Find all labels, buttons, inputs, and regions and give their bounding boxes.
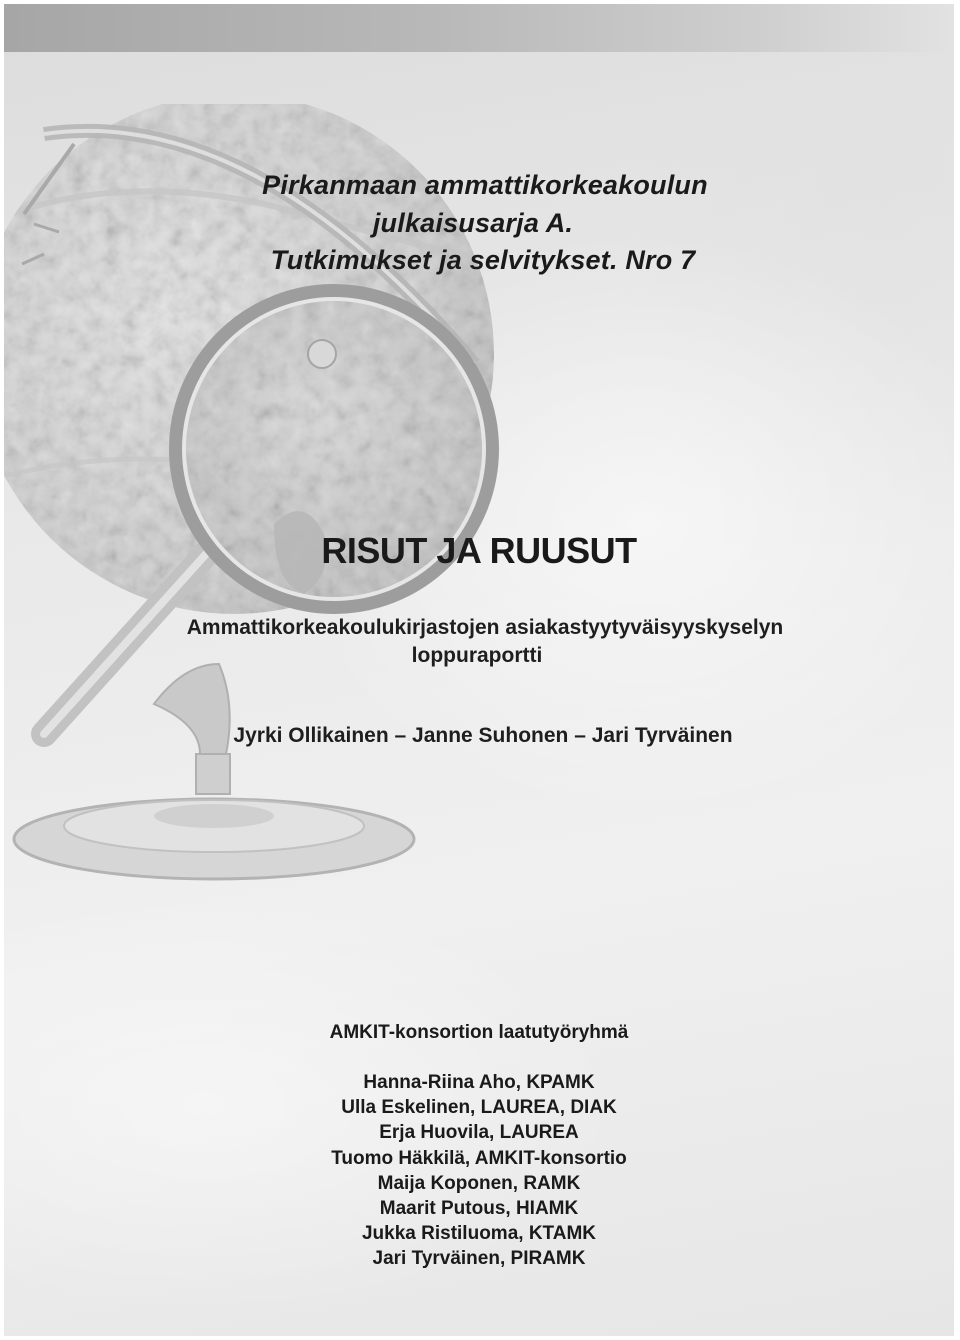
series-title-line-1: Pirkanmaan ammattikorkeakoulun: [262, 170, 708, 200]
cover-top-band: [4, 4, 954, 52]
member-item: Tuomo Häkkilä, AMKIT-konsortio: [331, 1147, 627, 1169]
member-item: Maija Koponen, RAMK: [377, 1172, 581, 1194]
series-title-line-3: Tutkimukset ja selvitykset. Nro 7: [270, 245, 696, 275]
member-item: Hanna-Riina Aho, KPAMK: [363, 1072, 595, 1093]
series-title-line-2: julkaisusarja A.: [372, 208, 574, 238]
working-group-title: AMKIT-konsortion laatutyöryhmä: [329, 1022, 629, 1043]
report-cover: [4, 4, 954, 1336]
member-item: Maarit Putous, HIAMK: [379, 1198, 579, 1220]
member-item: Erja Huovila, LAUREA: [379, 1122, 579, 1144]
member-item: Ulla Eskelinen, LAUREA, DIAK: [341, 1097, 617, 1119]
report-subtitle-line-2: loppuraportti: [411, 644, 543, 667]
working-group-members: [4, 1070, 954, 1272]
member-item: Jari Tyrväinen, PIRAMK: [372, 1248, 586, 1270]
report-title: RISUT JA RUUSUT: [321, 530, 637, 571]
member-item: Jukka Ristiluoma, KTAMK: [361, 1223, 597, 1245]
report-subtitle-line-1: Ammattikorkeakoulukirjastojen asiakastyytyväisyyskyselyn: [186, 616, 784, 639]
report-authors: Jyrki Ollikainen – Janne Suhonen – Jari Tyrväinen: [233, 724, 733, 747]
